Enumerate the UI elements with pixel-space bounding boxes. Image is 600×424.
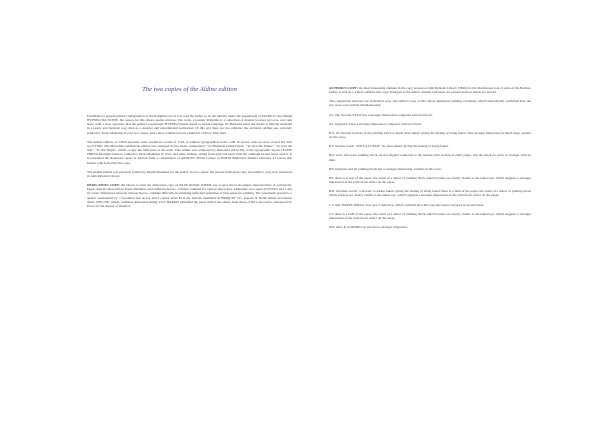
page-title: The two copies of the Aldine edition <box>142 86 237 93</box>
right-paragraph: A3: signature at has a stronger impression compared with text block. <box>329 121 422 126</box>
right-paragraph: B3r signature and all printing block has a stronger impression, evident on the verso. <box>329 166 442 171</box>
left-paragraph: The Aldine edition was privately printed by Paulus Manutius for the author, in two copies: the present dedication copy and author's copy now preserved in John Rylands Library. <box>87 169 292 178</box>
right-body <box>329 86 531 229</box>
left-paragraph: The Aldine edition, of which Apostolo Zeno speaks in a letter of 1723, is without typographical notes, with 16 leaves, ends on recto of leaf D4 with word FINE. The Marcolini commercial edition was enlarged in four strata composition: "To Madonna Unika Fenni", "To Oral the Father", "To God the Son", "To the Virgin", which occupy the fifth quire of the work. This Aldine was composed by Renouard (1812-29), to the typographic layout LEONE EBREO Dialoghi d'amore, printed by Paolo Manutius in 1541, and other Aldines, dating from dates between 1545-82, although he had never seen it. It is presumed the Renouard report is derived from a consultation of ARNOTO ZENO Lettere or HAYM Biblioteca Italiana reference 41 leaves that Italian, which describe the copy. <box>87 139 292 165</box>
right-paragraph: C1r title "PARTE TERZA" has type T defective, which confirms how this type has been overtyped in second issue. <box>329 202 485 207</box>
right-paragraph: B3: there is at leaf of the paper, the result of a defect of printing block which borders are clearly visible to the naked eye, which suggests a stronger impression of the print block defect on the paper. <box>329 175 531 185</box>
right-page <box>329 86 531 234</box>
left-page <box>87 86 292 213</box>
right-paragraph: A1: line 'Second VELO' has a stronger impression compared with text block. <box>329 112 433 117</box>
right-paragraph: C3: there is a fault of the paper, the result of a defect of printing block which borders are clearly visible to the naked eye, which suggests a stronger impression of the print block defect on the paper. <box>329 211 531 220</box>
right-paragraph: AUTHOR'S COPY: the most interesting element in the copy present at John Rylands Library (38461) is the illuminated coat of arms of the Barbaro family at leaf A1r, which confirms that copy belonged to the author. Similar variations are present both on sheets A1 and A2. <box>329 86 531 95</box>
left-paragraph: DEDICATION COPY: the choice to print the dedication copy on BLUE ROYAL PAPER was to give the book unique characteristics of exclusivity. Paper analysis showed how Paolo Manutius used different moves, a further common for various blue paper. Althoutme two copies (CENSUS and 3 and 9) colour differences between various moves, combine difficulty in obtaining sufficient quantities of blue paper for printing. The watermark present is a anchor surmounted by a 6-pointed star on top and a capital letter M at the bottom, identified in BRIQUET 511, present in North Italian documents dated 1590-1591 which, combines Renouard dating; Prof. HARRIS identified the paper mill of the sheets from those of Riva del Garda, referenced by Paolo for the supply of material. <box>87 183 292 208</box>
right-paragraph: B2r: recto and verso printing block are not aligned compared to the normal print section of other pages, and the block on verso is stronger with no inlet. <box>329 153 531 162</box>
right-paragraph: B4r: last lines words "a morale" is darker inked, giving the feeling of being faded; there is a fault of the paper, the result of a defect of printing block which borders are clearly visible to the naked eye, which suggests a stronger impression of the print block defect on the paper. <box>329 189 531 198</box>
right-paragraph: D2r: letter R of MORIO on last line is stronger impressed. <box>329 224 408 229</box>
right-paragraph: B1r: all external sections of the printing block is much more inked, giving the feeling of being faded. This stronger impression is much more evident on the verso. <box>329 130 531 140</box>
left-body <box>87 114 292 208</box>
right-paragraph: B1r last line words "POI LA LUNGE" are more inked, giving the feeling of being faded. <box>329 144 449 149</box>
left-paragraph: Established a present textual configuration of the Poliphilo text as it is read the author to be the identity under the pseudonym of FACRE D. the Danish HYPNEO DA NCHIE, the reason for this choice seems obvious. The work, a journey Poliphilo is a collection of dreams focused on Love, ever and hope, with a clear appetizer that the author's pseudonym HYPNEO means dream to Greek language. Its Barbarici ideas the dream is initially intended in a poetic and fantastic way, then as a superior and experimental realization. Of this text there are two editions: the exclusive Aldine one, privately printed by Paolo Manutius in post two copies, and a later commercial one printed in 1545 by Marcolini. <box>87 114 292 135</box>
right-paragraph: The comparison between our dedication copy and author's copy at JRL shows numerous printing variations, which undoubtedly confirmed how the two were were printed simultaneously. <box>329 99 531 108</box>
